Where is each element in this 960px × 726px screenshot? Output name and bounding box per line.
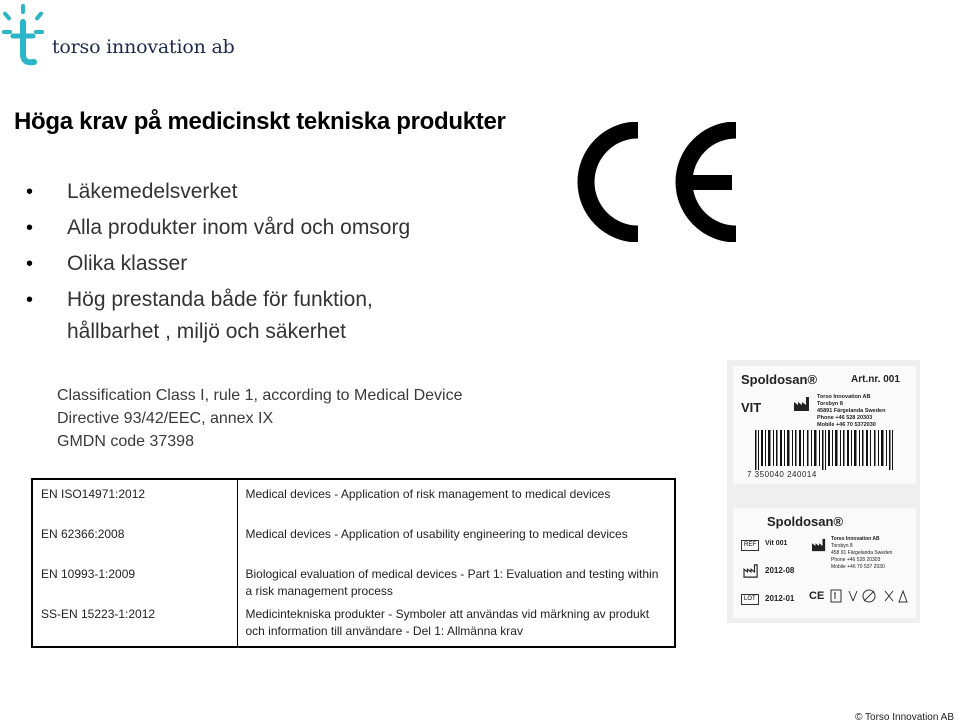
label-company: Torso Innovation AB [831, 536, 880, 542]
list-item [26, 176, 410, 208]
article-number: Art.nr. 001 [851, 374, 900, 385]
list-item [26, 284, 410, 348]
label-city: 458 91 Färgelanda Sweden [831, 550, 893, 556]
manufacture-date-icon [743, 564, 759, 578]
ref-symbol: REF [741, 540, 759, 551]
standards-table [31, 478, 676, 648]
product-name: Spoldosan® [741, 372, 818, 387]
list-item-text: Alla produkter inom vård och omsorg [67, 216, 411, 239]
factory-icon [793, 396, 811, 412]
standard-description: Biological evaluation of medical devices - Part 1: Evaluation and testing within a risk management process [245, 567, 659, 598]
list-item [26, 248, 410, 280]
ref-number: Vit 001 [765, 540, 788, 547]
standard-code: EN 62366:2008 [32, 520, 237, 560]
product-label-image [727, 360, 920, 623]
torso-t-logo-icon [0, 2, 52, 66]
factory-icon [811, 538, 827, 552]
lot-symbol: LOT [741, 594, 759, 605]
label-street: Torsbyn 8 [817, 401, 843, 407]
table-row [32, 600, 675, 647]
standard-code: EN 10993-1:2009 [32, 560, 237, 600]
label-company: Torso Innovation AB [817, 394, 871, 400]
lot-number: 2012-01 [765, 594, 795, 603]
list-item-text: Olika klasser [67, 252, 188, 275]
barcode-number: 7 350040 240014 [747, 470, 817, 479]
label-card-top [733, 366, 916, 484]
ce-symbol: CE [809, 590, 825, 602]
standard-description: Medical devices - Application of risk management to medical devices [245, 487, 611, 501]
list-item-text: • Hög prestanda både för funktion, [67, 288, 373, 311]
company-logo [0, 2, 240, 66]
label-card-bottom [733, 508, 916, 618]
label-city: 45891 Färgelanda Sweden [817, 408, 886, 414]
classification-text [57, 384, 463, 453]
classification-line: GMDN code 37398 [57, 433, 194, 450]
page-title: Höga krav på medicinskt tekniska produkter [14, 108, 506, 135]
label-symbols-icon [829, 588, 909, 604]
list-item [26, 212, 410, 244]
manufacture-date: 2012-08 [765, 566, 795, 575]
standard-description: Medicintekniska produkter - Symboler att användas vid märkning av produkt och information till användare - Del 1: Allmänna krav [245, 607, 650, 638]
table-row [32, 560, 675, 600]
table-row [32, 479, 675, 520]
classification-line: Directive 93/42/EEC, annex IX [57, 410, 274, 427]
copyright-footer: © Torso Innovation AB [855, 712, 954, 723]
list-item-text: Läkemedelsverket [67, 180, 238, 203]
table-row [32, 520, 675, 560]
logo-text: torso innovation ab [52, 36, 235, 58]
ce-mark-icon [576, 122, 746, 242]
list-item-text-continued: hållbarhet , miljö och säkerhet [67, 320, 346, 343]
label-phone: Phone +46 528 20303 [831, 557, 881, 563]
standard-code: SS-EN 15223-1:2012 [32, 600, 237, 647]
requirements-list [26, 176, 410, 352]
standard-description: Medical devices - Application of usability engineering to medical devices [245, 527, 628, 541]
label-mobile: Mobile +46 70 5372030 [817, 422, 876, 428]
product-name: Spoldosan® [767, 514, 844, 529]
label-street: Torsbyn 8 [831, 543, 853, 549]
product-variant: VIT [741, 400, 762, 415]
barcode-icon [753, 430, 913, 472]
label-phone: Phone +46 528 20303 [817, 415, 873, 421]
classification-line: Classification Class I, rule 1, according to Medical Device [57, 387, 463, 404]
label-mobile: Mobile +46 70 537 2030 [831, 564, 885, 570]
standard-code: EN ISO14971:2012 [32, 479, 237, 520]
